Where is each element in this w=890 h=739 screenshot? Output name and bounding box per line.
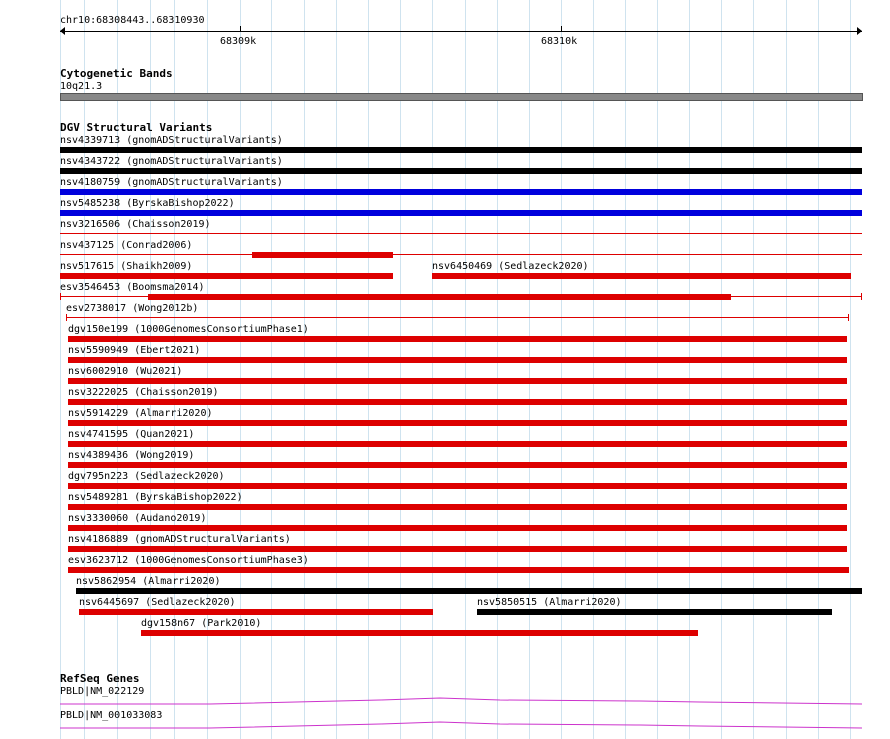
variant-label: nsv6002910 (Wu2021): [68, 366, 183, 377]
grid-line: [400, 0, 401, 739]
grid-line: [593, 0, 594, 739]
variant-label: esv3623712 (1000GenomesConsortiumPhase3): [68, 555, 309, 566]
variant-label: nsv5485238 (ByrskaBishop2022): [60, 198, 235, 209]
variant-label: nsv4180759 (gnomADStructuralVariants): [60, 177, 283, 188]
variant-label: nsv5590949 (Ebert2021): [68, 345, 201, 356]
ruler-location: chr10:68308443..68310930: [60, 15, 205, 26]
cytoband-bar[interactable]: [60, 93, 863, 101]
grid-line: [336, 0, 337, 739]
variant-label: nsv4389436 (Wong2019): [68, 450, 195, 461]
variant-label: nsv3216506 (Chaisson2019): [60, 219, 211, 230]
variant-label: nsv5862954 (Almarri2020): [76, 576, 221, 587]
gene-intron-line: [60, 722, 862, 728]
variant-endcap: [66, 314, 67, 321]
variant-line[interactable]: [66, 317, 849, 318]
variant-bar[interactable]: [68, 441, 847, 447]
variant-label: dgv795n223 (Sedlazeck2020): [68, 471, 225, 482]
variant-bar[interactable]: [68, 399, 847, 405]
variant-bar[interactable]: [252, 252, 393, 258]
variant-endcap: [861, 293, 862, 300]
variant-label: esv3546453 (Boomsma2014): [60, 282, 205, 293]
variant-bar[interactable]: [60, 168, 862, 174]
cytoband-label: 10q21.3: [60, 81, 103, 92]
grid-line: [271, 0, 272, 739]
grid-line: [689, 0, 690, 739]
variant-bar[interactable]: [68, 336, 847, 342]
ruler-left-arrow-icon: [60, 27, 65, 35]
grid-line: [657, 0, 658, 739]
variant-bar[interactable]: [148, 294, 731, 300]
variant-bar[interactable]: [60, 147, 862, 153]
variant-bar[interactable]: [68, 420, 847, 426]
variant-bar[interactable]: [68, 357, 847, 363]
refseq-title: RefSeq Genes: [60, 672, 140, 685]
variant-bar[interactable]: [141, 630, 698, 636]
grid-line: [850, 0, 851, 739]
gene-label: PBLD|NM_001033083: [60, 710, 163, 721]
ruler-tick-label: 68309k: [220, 36, 257, 47]
grid-line: [625, 0, 626, 739]
grid-line: [753, 0, 754, 739]
ruler-axis: [60, 31, 862, 32]
ruler-right-arrow-icon: [857, 27, 862, 35]
grid-line: [304, 0, 305, 739]
variant-bar[interactable]: [60, 273, 393, 279]
grid-line: [561, 0, 562, 739]
cytoband-title: Cytogenetic Bands: [60, 67, 173, 80]
grid-line: [497, 0, 498, 739]
variant-label: nsv6450469 (Sedlazeck2020): [432, 261, 589, 272]
variant-bar[interactable]: [68, 567, 849, 573]
variant-label: nsv437125 (Conrad2006): [60, 240, 193, 251]
variant-label: nsv4741595 (Quan2021): [68, 429, 195, 440]
variant-bar[interactable]: [68, 546, 847, 552]
variant-label: nsv517615 (Shaikh2009): [60, 261, 193, 272]
variant-bar[interactable]: [60, 189, 862, 195]
gene-intron-line: [60, 698, 862, 704]
variant-bar[interactable]: [68, 462, 847, 468]
variant-endcap: [60, 293, 61, 300]
ruler-tick: [561, 26, 562, 32]
variant-bar[interactable]: [68, 378, 847, 384]
variant-label: nsv5489281 (ByrskaBishop2022): [68, 492, 243, 503]
variant-endcap: [848, 314, 849, 321]
gene-label: PBLD|NM_022129: [60, 686, 145, 697]
grid-line: [529, 0, 530, 739]
variant-line[interactable]: [60, 254, 862, 255]
variant-label: nsv5914229 (Almarri2020): [68, 408, 213, 419]
variant-bar[interactable]: [68, 504, 847, 510]
grid-line: [786, 0, 787, 739]
variant-bar[interactable]: [76, 588, 862, 594]
dgv-title: DGV Structural Variants: [60, 121, 213, 134]
variant-label: nsv6445697 (Sedlazeck2020): [79, 597, 236, 608]
variant-bar[interactable]: [477, 609, 832, 615]
variant-label: dgv158n67 (Park2010): [141, 618, 262, 629]
variant-label: nsv5850515 (Almarri2020): [477, 597, 622, 608]
variant-label: dgv150e199 (1000GenomesConsortiumPhase1): [68, 324, 309, 335]
variant-bar[interactable]: [60, 210, 862, 216]
variant-bar[interactable]: [68, 483, 847, 489]
grid-line: [60, 0, 61, 739]
variant-label: nsv3330060 (Audano2019): [68, 513, 207, 524]
variant-label: nsv4339713 (gnomADStructuralVariants): [60, 135, 283, 146]
grid-line: [818, 0, 819, 739]
variant-line[interactable]: [60, 233, 862, 234]
grid-line: [465, 0, 466, 739]
variant-label: nsv3222025 (Chaisson2019): [68, 387, 219, 398]
grid-line: [368, 0, 369, 739]
variant-bar[interactable]: [68, 525, 847, 531]
variant-label: nsv4186889 (gnomADStructuralVariants): [68, 534, 291, 545]
ruler-tick-label: 68310k: [541, 36, 578, 47]
variant-label: nsv4343722 (gnomADStructuralVariants): [60, 156, 283, 167]
variant-bar[interactable]: [432, 273, 851, 279]
variant-bar[interactable]: [79, 609, 433, 615]
variant-label: esv2738017 (Wong2012b): [66, 303, 199, 314]
grid-line: [432, 0, 433, 739]
ruler-tick: [240, 26, 241, 32]
grid-line: [721, 0, 722, 739]
